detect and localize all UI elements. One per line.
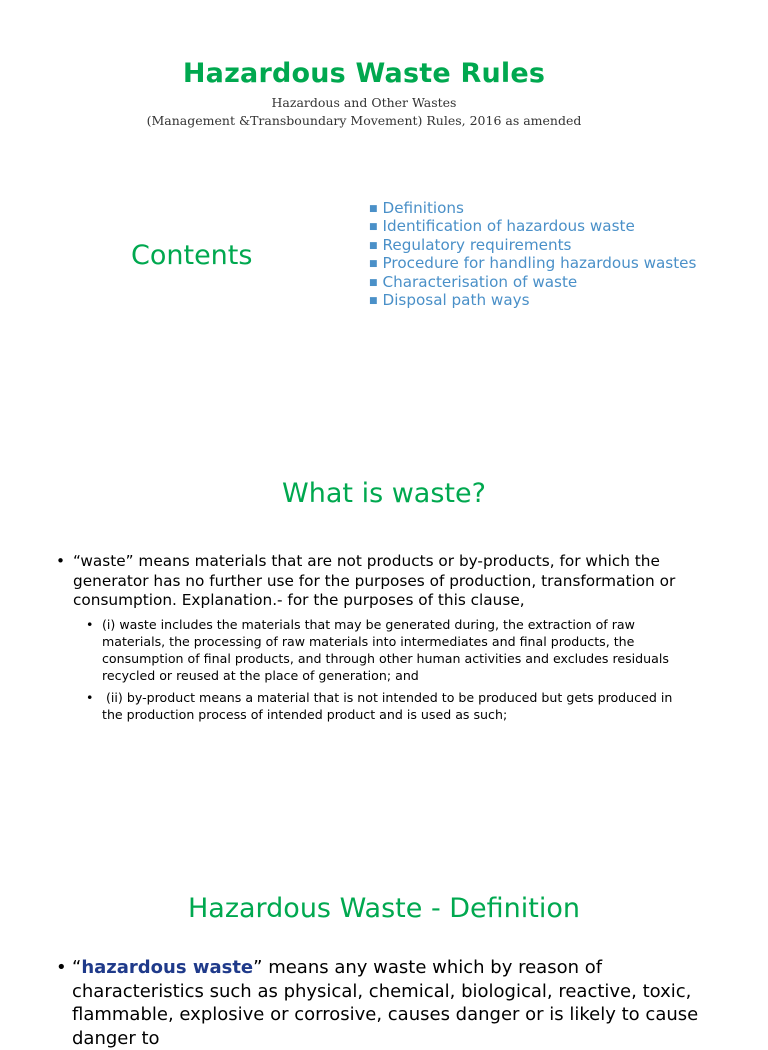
definition-text: ” means any waste which by reason of characteristics such as physical, chemical, biological, reactive, toxic, flammable, explosive or corrosive, causes danger or is likely to cause danger to <box>72 957 699 1049</box>
square-bullet-icon: ■ <box>369 277 378 288</box>
hazardous-waste-heading: Hazardous Waste - Definition <box>187 893 581 924</box>
hazardous-waste-definition <box>56 956 736 1050</box>
bullet-icon: • <box>86 690 94 705</box>
square-bullet-icon: ■ <box>369 259 378 270</box>
waste-sub-point-i <box>86 616 696 684</box>
subtitle-line-2: (Management &Transboundary Movement) Rules, 2016 as amended <box>146 113 582 128</box>
bullet-icon: • <box>56 957 67 978</box>
sub-point-text: (i) waste includes the materials that may be generated during, the extraction of raw materials, the processing of raw materials into intermediates and final products, the consumption of final products, and through other human activities and excludes residuals recycled or reused at the place of generation; and <box>102 617 669 683</box>
list-item: ■ Identification of hazardous waste <box>369 217 635 236</box>
square-bullet-icon: ■ <box>369 240 378 251</box>
square-bullet-icon: ■ <box>369 222 378 233</box>
open-quote: “ <box>72 957 82 978</box>
defined-term: hazardous waste <box>81 957 254 978</box>
waste-section-heading: What is waste? <box>282 478 486 509</box>
bullet-icon: • <box>86 617 94 632</box>
page-title: Hazardous Waste Rules <box>182 58 546 89</box>
square-bullet-icon: ■ <box>369 204 378 214</box>
list-item: ■ Regulatory requirements <box>369 235 572 254</box>
waste-sub-point-ii <box>86 689 696 723</box>
bullet-icon: • <box>56 552 66 570</box>
contents-list <box>369 200 696 310</box>
subtitle-line-1: Hazardous and Other Wastes <box>271 95 457 110</box>
list-item: ■ Disposal path ways <box>369 291 530 310</box>
list-item: ■ Definitions <box>369 199 464 217</box>
waste-definition-text: “waste” means materials that are not products or by-products, for which the generator has no further use for the purposes of production, transformation or consumption. Explanation.- for the purposes of this clause, <box>73 552 676 609</box>
square-bullet-icon: ■ <box>369 296 378 307</box>
sub-point-text: (ii) by-product means a material that is not intended to be produced but gets produced in the production process of intended product and is used as such; <box>102 690 677 722</box>
contents-heading: Contents <box>131 240 253 271</box>
waste-definition <box>56 552 716 611</box>
list-item: ■ Characterisation of waste <box>369 272 578 291</box>
list-item: ■ Procedure for handling hazardous wastes <box>369 254 697 273</box>
